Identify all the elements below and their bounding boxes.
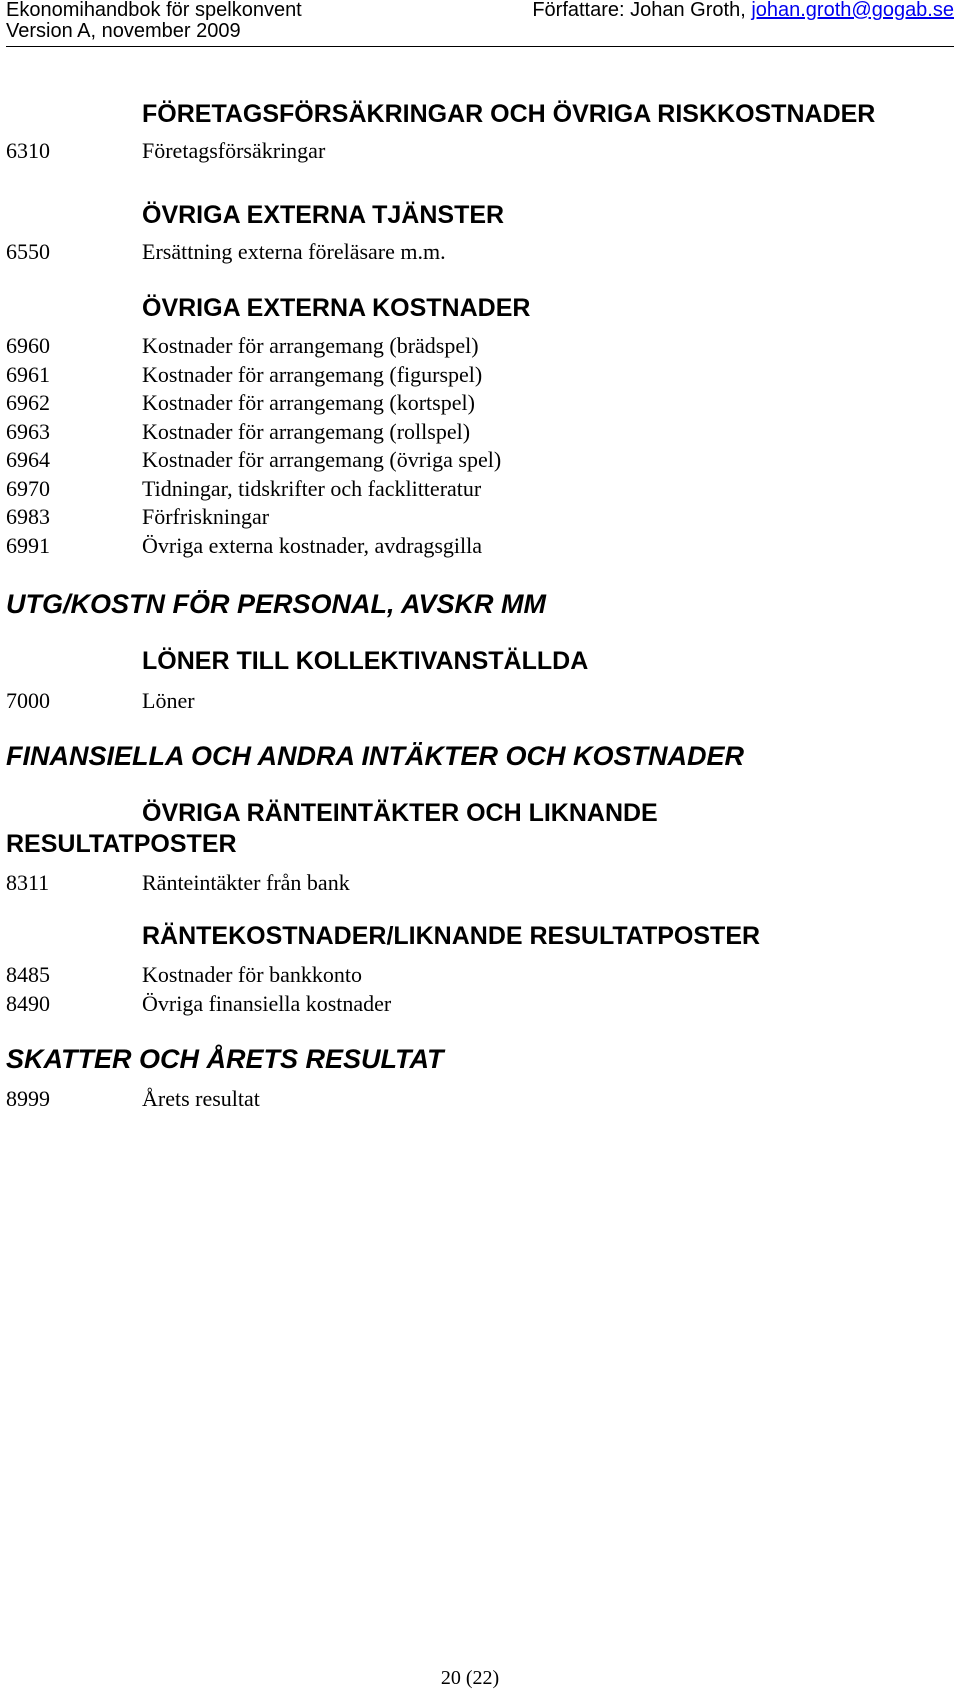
account-number: 7000 <box>6 688 50 713</box>
account-description: Övriga externa kostnader, avdragsgilla <box>142 533 482 558</box>
account-number: 6970 <box>6 476 50 501</box>
account-number: 6964 <box>6 447 50 472</box>
account-row <box>0 960 960 989</box>
account-row <box>0 686 960 715</box>
account-row <box>0 531 960 560</box>
main-heading-skatter: SKATTER OCH ÅRETS RESULTAT <box>6 1044 444 1074</box>
section-heading-rantekostnader: RÄNTEKOSTNADER/LIKNANDE RESULTATPOSTER <box>142 922 761 950</box>
main-heading-personal: UTG/KOSTN FÖR PERSONAL, AVSKR MM <box>6 589 546 619</box>
account-number: 8999 <box>6 1086 50 1111</box>
account-number: 6310 <box>6 138 50 163</box>
section-heading-ranteintakter: ÖVRIGA RÄNTEINTÄKTER OCH LIKNANDE <box>142 799 658 827</box>
account-row <box>0 989 960 1018</box>
account-description: Övriga finansiella kostnader <box>142 991 392 1016</box>
account-number: 6960 <box>6 333 50 358</box>
section-heading-ranteintakter-cont: RESULTATPOSTER <box>6 830 237 858</box>
author-info <box>532 0 954 22</box>
account-row <box>0 388 960 417</box>
account-number: 6550 <box>6 239 50 264</box>
account-description: Kostnader för arrangemang (rollspel) <box>142 419 471 444</box>
account-row <box>0 237 960 266</box>
account-description: Kostnader för arrangemang (figurspel) <box>142 362 483 387</box>
account-row <box>0 360 960 389</box>
account-description: Ersättning externa föreläsare m.m. <box>142 239 446 264</box>
author-email-link[interactable]: johan.groth@gogab.se <box>751 0 954 21</box>
page-number: 20 (22) <box>440 1667 500 1689</box>
account-row <box>0 474 960 503</box>
account-row <box>0 331 960 360</box>
account-number: 6983 <box>6 504 50 529</box>
main-heading-finansiella: FINANSIELLA OCH ANDRA INTÄKTER OCH KOSTNADER <box>6 741 744 771</box>
account-description: Kostnader för bankkonto <box>142 962 362 987</box>
account-number: 8311 <box>6 870 50 895</box>
account-description: Kostnader för arrangemang (övriga spel) <box>142 447 502 472</box>
account-description: Löner <box>142 688 195 713</box>
document-version: Version A, november 2009 <box>6 20 241 42</box>
section-heading-foretagsforsakringar: FÖRETAGSFÖRSÄKRINGAR OCH ÖVRIGA RISKKOSTNADER <box>142 100 876 128</box>
account-description: Kostnader för arrangemang (brädspel) <box>142 333 479 358</box>
account-description: Kostnader för arrangemang (kortspel) <box>142 390 475 415</box>
account-row <box>0 1084 960 1113</box>
section-heading-ovriga-externa-kostnader: ÖVRIGA EXTERNA KOSTNADER <box>142 294 531 322</box>
author-label: Författare: Johan Groth, <box>532 0 752 21</box>
account-number: 6961 <box>6 362 50 387</box>
account-description: Förfriskningar <box>142 504 270 529</box>
account-number: 6963 <box>6 419 50 444</box>
account-row <box>0 868 960 897</box>
account-number: 8490 <box>6 991 50 1016</box>
section-heading-ovriga-externa-tjanster: ÖVRIGA EXTERNA TJÄNSTER <box>142 201 505 229</box>
account-number: 6962 <box>6 390 50 415</box>
page-header <box>6 0 954 47</box>
account-number: 6991 <box>6 533 50 558</box>
account-description: Företagsförsäkringar <box>142 138 326 163</box>
account-description: Ränteintäkter från bank <box>142 870 350 895</box>
section-heading-loner: LÖNER TILL KOLLEKTIVANSTÄLLDA <box>142 647 589 675</box>
account-description: Årets resultat <box>142 1086 260 1111</box>
account-number: 8485 <box>6 962 50 987</box>
account-row <box>0 136 960 165</box>
account-row <box>0 445 960 474</box>
document-title: Ekonomihandbok för spelkonvent <box>6 0 302 21</box>
account-row <box>0 417 960 446</box>
account-description: Tidningar, tidskrifter och facklitteratur <box>142 476 482 501</box>
account-row <box>0 502 960 531</box>
